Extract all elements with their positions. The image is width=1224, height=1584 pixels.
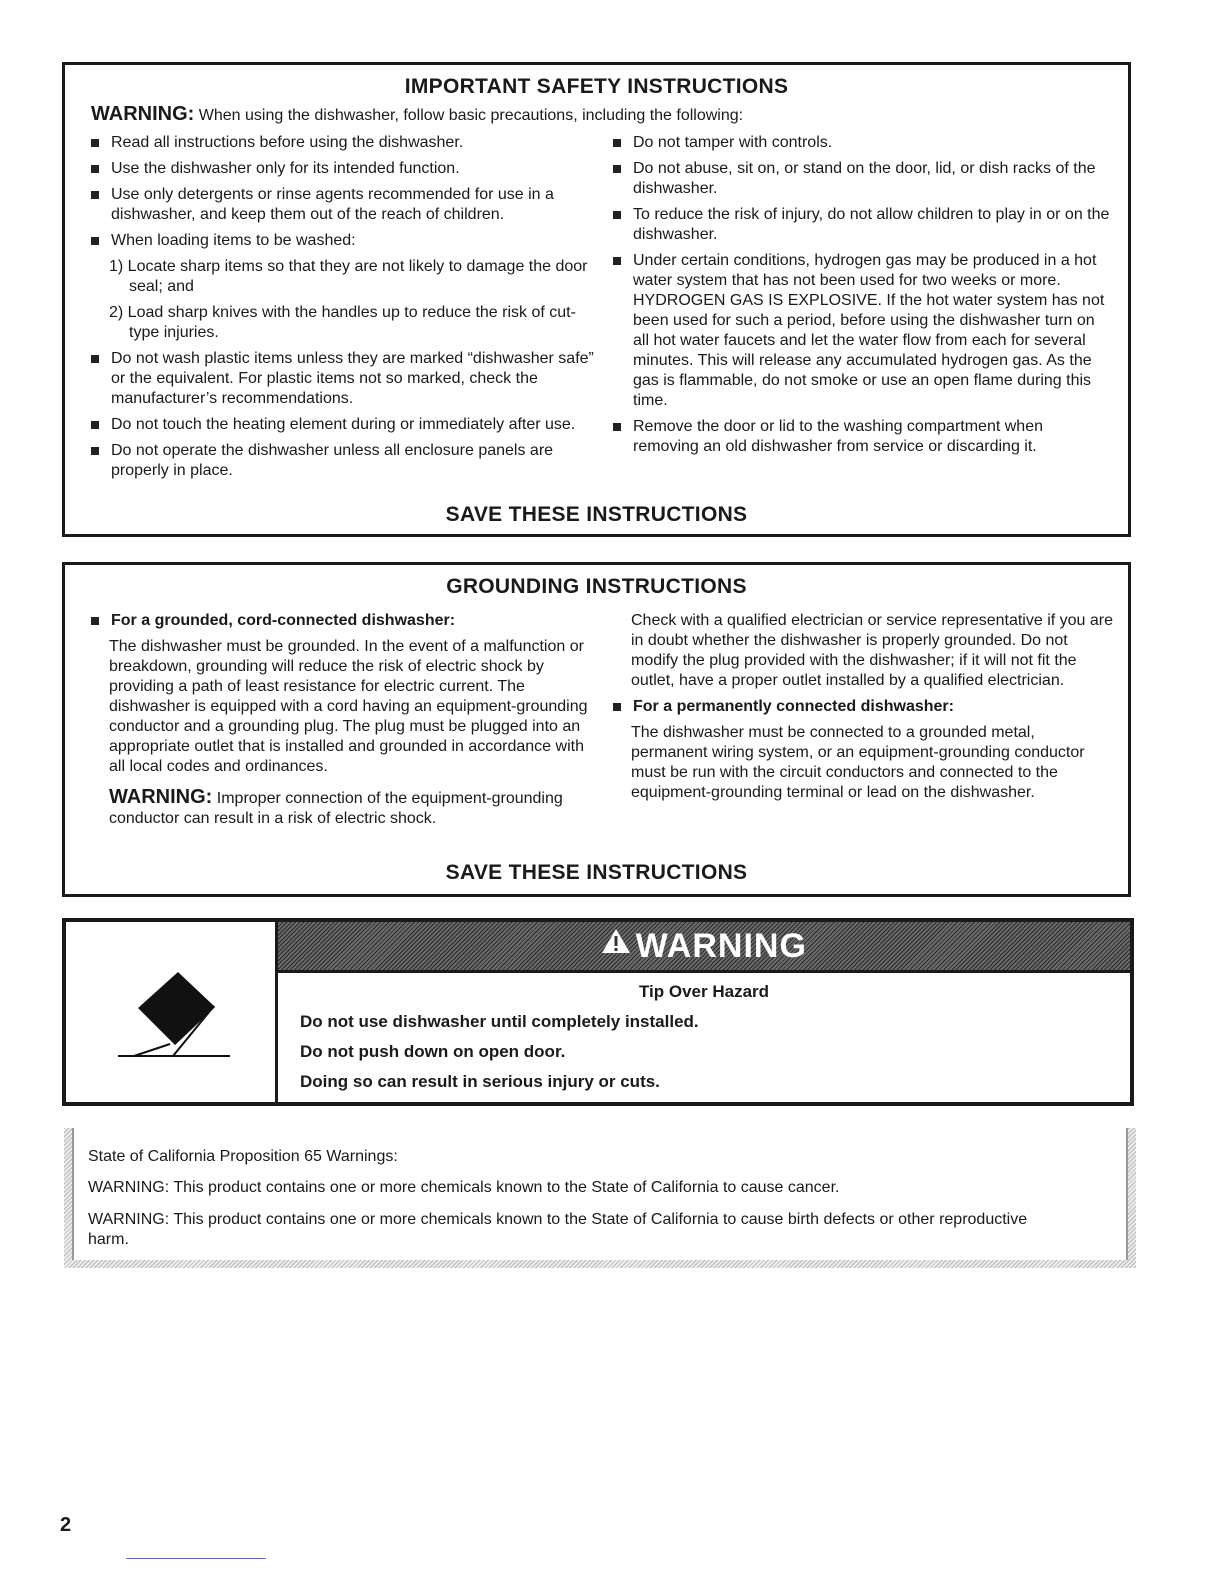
list-item: Use only detergents or rinse agents recommended for use in a dishwasher, and keep them out of the reach of children.	[89, 185, 599, 225]
prop65-inner	[72, 1128, 1128, 1260]
prop65-warning-reproductive: WARNING: This product contains one or more chemicals known to the State of California to cause birth defects or other reproductive harm.	[88, 1211, 1028, 1248]
safety-instructions-box	[62, 62, 1131, 537]
cord-connected-heading: For a grounded, cord-connected dishwasher:	[89, 611, 599, 631]
grounding-instructions-box	[62, 562, 1131, 897]
grounding-title: GROUNDING INSTRUCTIONS	[446, 575, 747, 598]
list-item: Under certain conditions, hydrogen gas may be produced in a hot water system that has not been used for two weeks or more. HYDROGEN GAS IS EXPLOSIVE. If the hot water system has not been used for such a period, before using the dishwasher turn on all hot water faucets and let the water flow from each for several minutes. This will release any accumulated hydrogen gas. As the gas is flammable, do not smoke or use an open flame during this time.	[611, 251, 1113, 411]
tip-hazard-title: Tip Over Hazard	[638, 982, 770, 1001]
safety-left-column	[89, 133, 599, 481]
grounding-right-column	[611, 611, 1113, 803]
grounding-save-instructions: SAVE THESE INSTRUCTIONS	[445, 861, 748, 884]
permanent-connected-heading: For a permanently connected dishwasher:	[611, 697, 1113, 717]
safety-title: IMPORTANT SAFETY INSTRUCTIONS	[404, 75, 789, 98]
tip-line-2: Do not push down on open door.	[300, 1042, 566, 1061]
warning-banner	[278, 922, 1130, 973]
list-item: Do not operate the dishwasher unless all enclosure panels are properly in place.	[89, 441, 599, 481]
list-item: To reduce the risk of injury, do not allow children to play in or on the dishwasher.	[611, 205, 1113, 245]
warning-label: WARNING:	[91, 103, 195, 125]
warning-banner-text: WARNING	[635, 927, 807, 965]
list-item: Do not tamper with controls.	[611, 133, 1113, 153]
warning-text: Improper connection of the equipment-grounding conductor can result in a risk of electric shock.	[109, 790, 563, 827]
list-item: Use the dishwasher only for its intended function.	[89, 159, 599, 179]
prop65-warning-cancer: WARNING: This product contains one or more chemicals known to the State of California to cause cancer.	[88, 1179, 840, 1196]
footer-rule	[126, 1558, 266, 1559]
permanent-connected-text: The dishwasher must be connected to a grounded metal, permanent wiring system, or an equipment-grounding conductor must be run with the circuit conductors and connected to the equipment-grounding terminal or lead on the dishwasher.	[631, 724, 1085, 801]
sub-list-item: 2) Load sharp knives with the handles up to reduce the risk of cut-type injuries.	[109, 304, 576, 341]
prop65-title: State of California Proposition 65 Warnings:	[88, 1148, 398, 1165]
list-item: Do not wash plastic items unless they are marked “dishwasher safe” or the equivalent. For plastic items not so marked, check the manufacturer’s recommendations.	[89, 349, 599, 409]
list-item: Do not touch the heating element during or immediately after use.	[89, 415, 599, 435]
grounding-left-column	[89, 611, 599, 829]
list-item: Do not abuse, sit on, or stand on the door, lid, or dish racks of the dishwasher.	[611, 159, 1113, 199]
tip-line-1: Do not use dishwasher until completely installed.	[300, 1012, 699, 1031]
prop65-box	[64, 1128, 1136, 1268]
warning-triangle-icon	[601, 927, 631, 960]
warning-text: When using the dishwasher, follow basic precautions, including the following:	[194, 107, 744, 124]
sub-list-item: 1) Locate sharp items so that they are not likely to damage the door seal; and	[109, 258, 588, 295]
tip-over-warning-box	[62, 918, 1134, 1106]
cord-connected-text: The dishwasher must be grounded. In the event of a malfunction or breakdown, grounding will reduce the risk of electric shock by providing a path of least resistance for electric current. The dishwasher is equipped with a cord having an equipment-grounding conductor and a grounding plug. The plug must be plugged into an appropriate outlet that is installed and grounded in accordance with all local codes and ordinances.	[109, 638, 588, 775]
tip-over-icon	[66, 922, 275, 1102]
warning-label: WARNING:	[109, 786, 213, 808]
safety-warning-line	[91, 103, 743, 126]
safety-save-instructions: SAVE THESE INSTRUCTIONS	[445, 503, 748, 526]
safety-right-column	[611, 133, 1113, 457]
list-item: When loading items to be washed:	[89, 231, 599, 251]
tip-line-3: Doing so can result in serious injury or cuts.	[300, 1072, 660, 1091]
grounding-warning	[89, 787, 599, 829]
list-item: Read all instructions before using the dishwasher.	[89, 133, 599, 153]
page-number: 2	[60, 1514, 72, 1536]
list-item: Remove the door or lid to the washing compartment when removing an old dishwasher from service or discarding it.	[611, 417, 1113, 457]
tip-over-pictogram	[66, 922, 278, 1102]
check-electrician-text: Check with a qualified electrician or service representative if you are in doubt whether the dishwasher is properly grounded. Do not modify the plug provided with the dishwasher; if it will not fit the outlet, have a proper outlet installed by a qualified electrician.	[631, 612, 1114, 689]
